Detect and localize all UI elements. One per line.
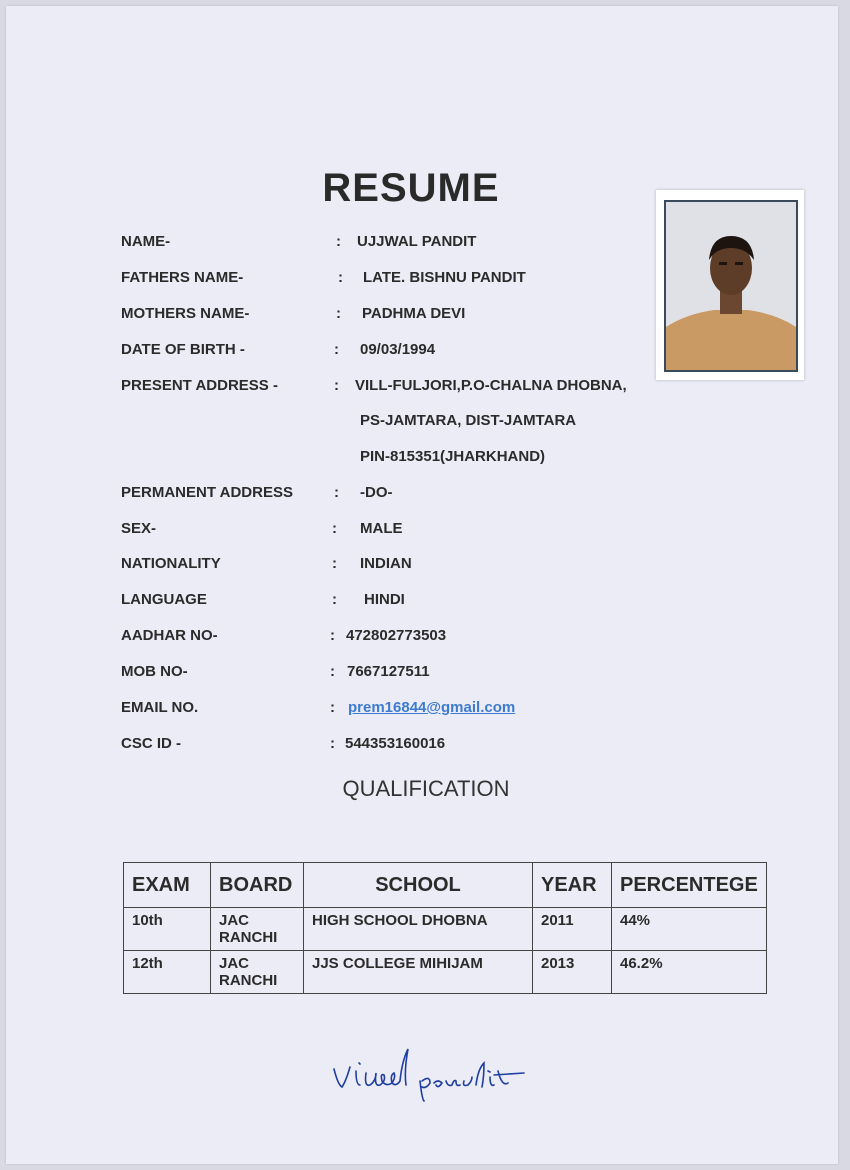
row1-board	[211, 908, 304, 951]
sex-colon: :	[332, 520, 337, 537]
aadhar-colon: :	[330, 627, 335, 644]
name-label: NAME-	[121, 233, 171, 250]
header-board: BOARD	[211, 863, 304, 908]
row2-board-line1: JAC	[219, 955, 250, 972]
permanent-address-label: PERMANENT ADDRESS	[121, 484, 293, 501]
mothers-name-label: MOTHERS NAME-	[121, 305, 250, 322]
email-label: EMAIL NO.	[121, 699, 199, 716]
header-school: SCHOOL	[304, 863, 533, 908]
row2-board	[211, 951, 304, 994]
person-silhouette-icon	[666, 202, 796, 370]
handwritten-signature	[326, 1041, 536, 1106]
mobile-value: 7667127511	[347, 663, 430, 680]
dob-label: DATE OF BIRTH -	[121, 341, 245, 358]
name-value: UJJWAL PANDIT	[357, 233, 477, 250]
name-colon: :	[336, 233, 341, 250]
fathers-name-value: LATE. BISHNU PANDIT	[363, 269, 526, 286]
permanent-address-colon: :	[334, 484, 339, 501]
nationality-label: NATIONALITY	[121, 555, 221, 572]
row2-percentage: 46.2%	[612, 951, 767, 994]
present-address-line1: VILL-FULJORI,P.O-CHALNA DHOBNA,	[355, 377, 627, 394]
mobile-colon: :	[330, 663, 335, 680]
qualification-heading: QUALIFICATION	[342, 776, 510, 801]
csc-id-value: 544353160016	[345, 735, 446, 752]
resume-title: RESUME	[322, 166, 500, 210]
csc-id-colon: :	[330, 735, 335, 752]
language-colon: :	[332, 591, 337, 608]
language-value: HINDI	[364, 591, 405, 608]
present-address-line2: PS-JAMTARA, DIST-JAMTARA	[360, 412, 577, 429]
fathers-name-colon: :	[338, 269, 343, 286]
sex-value: MALE	[360, 520, 403, 537]
row1-board-line2: RANCHI	[219, 929, 278, 946]
present-address-line3: PIN-815351(JHARKHAND)	[360, 448, 546, 465]
row2-board-line2: RANCHI	[219, 972, 278, 989]
dob-value: 09/03/1994	[360, 341, 436, 358]
resume-page	[6, 6, 838, 1164]
table-header-row	[124, 863, 767, 908]
mothers-name-value: PADHMA DEVI	[362, 305, 466, 322]
row2-school: JJS COLLEGE MIHIJAM	[304, 951, 533, 994]
header-percentage: PERCENTEGE	[612, 863, 767, 908]
fathers-name-label: FATHERS NAME-	[121, 269, 244, 286]
photo-frame	[664, 200, 798, 372]
profile-photo	[656, 190, 804, 380]
row1-percentage: 44%	[612, 908, 767, 951]
sex-label: SEX-	[121, 520, 157, 537]
aadhar-value: 472802773503	[346, 627, 447, 644]
row1-exam: 10th	[124, 908, 211, 951]
email-colon: :	[330, 699, 335, 716]
row2-exam: 12th	[124, 951, 211, 994]
aadhar-label: AADHAR NO-	[121, 627, 218, 644]
present-address-label: PRESENT ADDRESS -	[121, 377, 278, 394]
table-row	[124, 951, 767, 994]
nationality-colon: :	[332, 555, 337, 572]
row1-board-line1: JAC	[219, 912, 250, 929]
permanent-address-value: -DO-	[360, 484, 393, 501]
mothers-name-colon: :	[336, 305, 341, 322]
csc-id-label: CSC ID -	[121, 735, 181, 752]
present-address-colon: :	[334, 377, 339, 394]
header-exam: EXAM	[124, 863, 211, 908]
row1-school: HIGH SCHOOL DHOBNA	[304, 908, 533, 951]
email-link[interactable]: prem16844@gmail.com	[348, 699, 516, 716]
language-label: LANGUAGE	[121, 591, 207, 608]
nationality-value: INDIAN	[360, 555, 412, 572]
row1-year: 2011	[533, 908, 612, 951]
mobile-label: MOB NO-	[121, 663, 188, 680]
table-row	[124, 908, 767, 951]
dob-colon: :	[334, 341, 339, 358]
header-year: YEAR	[533, 863, 612, 908]
row2-year: 2013	[533, 951, 612, 994]
qualification-table	[123, 862, 767, 994]
